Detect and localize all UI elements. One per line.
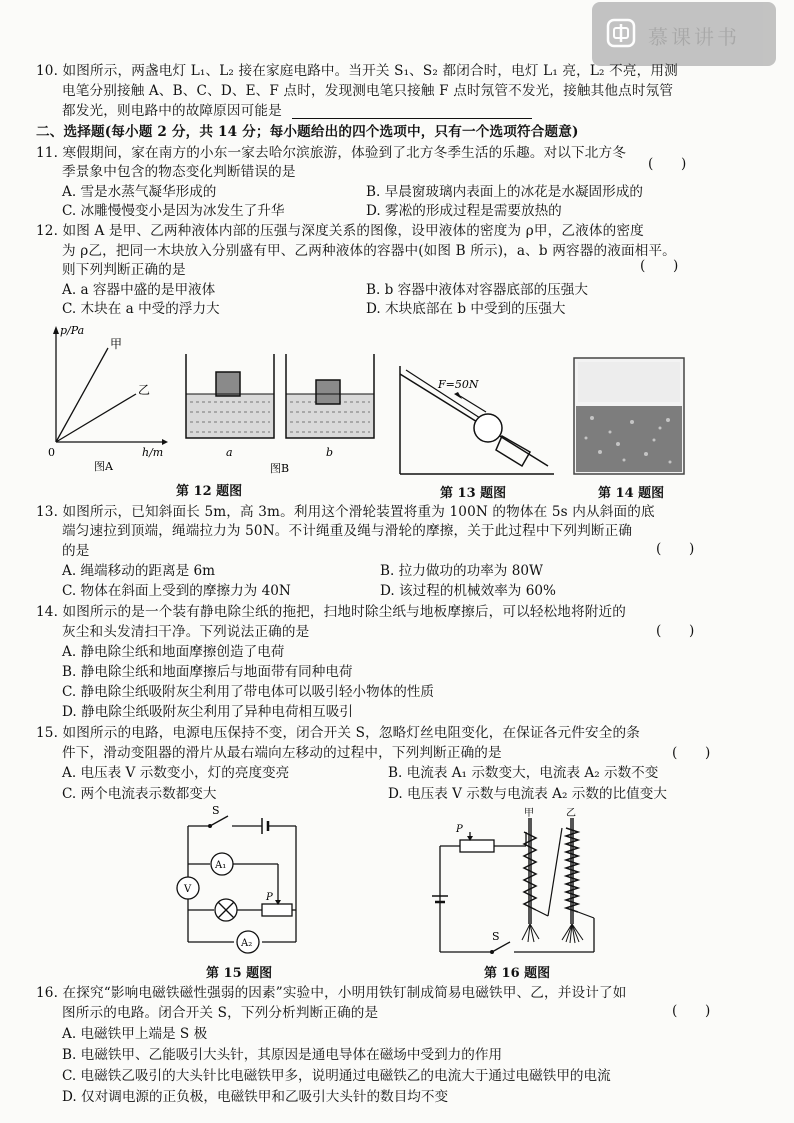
rheostat-16 [460,840,494,852]
q12-option-c[interactable]: C. 木块在 a 中受的浮力大 [62,301,220,317]
q11-line2: 季景象中包含的物态变化判断错误的是 [62,164,296,180]
q10-line2: 电笔分别接触 A、B、C、D、E、F 点时，发现测电笔只接触 F 点时氖管不发光，接触其他点时氖管 [62,83,674,99]
q11-bracket[interactable]: ( ) [648,156,687,172]
slider-label-16: P [456,824,463,835]
q13-option-c[interactable]: C. 物体在斜面上受到的摩擦力为 40N [62,583,291,599]
fig12-caption: 第 12 题图 [176,484,243,499]
q12-line3: 则下列判断正确的是 [62,262,186,278]
q12-option-a[interactable]: A. a 容器中盛的是甲液体 [62,282,216,298]
q15-option-b[interactable]: B. 电流表 A₁ 示数变大，电流表 A₂ 示数不变 [388,765,659,781]
q13-line2: 端匀速拉到顶端，绳端拉力为 50N。不计绳重及绳与滑轮的摩擦，关于此过程中下列判断正确 [62,523,633,539]
wood-block-a [216,372,240,396]
q14-option-a[interactable]: A. 静电除尘纸和地面摩擦创造了电荷 [62,644,285,660]
q14-line2: 灰尘和头发清扫干净。下列说法正确的是 [62,624,310,640]
ammeter-a1-label: A₁ [215,860,227,871]
q16-bracket[interactable]: ( ) [672,1003,711,1019]
wood-block-b [316,380,340,404]
q16-option-a[interactable]: A. 电磁铁甲上端是 S 极 [62,1026,208,1042]
fig15-caption: 第 15 题图 [206,966,273,981]
switch-s-16 [492,942,510,952]
line-yi [56,394,136,442]
label-yi: 乙 [566,808,576,819]
voltmeter-label: V [184,884,192,895]
fig16-caption: 第 16 题图 [484,966,551,981]
q11-option-a[interactable]: A. 雪是水蒸气凝华形成的 [62,184,217,200]
fig12b-containers [180,354,390,476]
origin-label: 0 [48,446,55,459]
fig16-electromagnets [430,806,620,962]
q15-option-c[interactable]: C. 两个电流表示数都变大 [62,786,217,802]
fig13-incline [398,366,558,478]
q14-option-d[interactable]: D. 静电除尘纸吸附灰尘利用了异种电荷相互吸引 [62,704,353,720]
q10-answer-blank[interactable] [292,118,532,119]
q16-option-c[interactable]: C. 电磁铁乙吸引的大头针比电磁铁甲多，说明通过电磁铁乙的电流大于通过电磁铁甲的电流 [62,1068,611,1084]
watermark-text: 慕课讲书 [648,25,740,49]
container-b-label: b [326,446,334,459]
q14-line1: 14. 如图所示的是一个装有静电除尘纸的拖把，扫地时除尘纸与地板摩擦后，可以轻松地将附近的 [36,604,627,620]
q16-option-b[interactable]: B. 电磁铁甲、乙能吸引大头针，其原因是通电导体在磁场中受到力的作用 [62,1047,503,1063]
container-a-label: a [226,446,233,459]
fig-a-label: 图A [94,460,113,472]
q15-option-a[interactable]: A. 电压表 V 示数变小，灯的亮度变亮 [62,765,290,781]
rheostat [262,904,292,916]
q12-line1: 12. 如图 A 是甲、乙两种液体内部的压强与深度关系的图像，设甲液体的密度为 ρ甲，乙液体的密度 [36,223,644,239]
q12-bracket[interactable]: ( ) [640,258,679,274]
q13-line1: 13. 如图所示，已知斜面长 5m，高 3m。利用这个滑轮装置将重为 100N 的物体在 5s 内从斜面的底 [36,504,655,520]
q16-line1: 16. 在探究“影响电磁铁磁性强弱的因素”实验中，小明用铁钉制成简易电磁铁甲、乙，并设计了如 [36,985,627,1001]
q12-option-b[interactable]: B. b 容器中液体对容器底部的压强大 [366,282,588,298]
q11-option-b[interactable]: B. 早晨窗玻璃内表面上的冰花是水凝固形成的 [366,184,643,200]
q10-line1: 10. 如图所示，两盏电灯 L₁、L₂ 接在家庭电路中。当开关 S₁、S₂ 都闭合时，电灯 L₁ 亮，L₂ 不亮，用测 [36,63,678,79]
q14-option-c[interactable]: C. 静电除尘纸吸附灰尘利用了带电体可以吸引轻小物体的性质 [62,684,434,700]
fig15-circuit [170,806,310,958]
slider-label: P [266,892,273,903]
q14-bracket[interactable]: ( ) [656,623,695,639]
q14-option-b[interactable]: B. 静电除尘纸和地面摩擦后与地面带有同种电荷 [62,664,353,680]
q16-option-d[interactable]: D. 仅对调电源的正负极，电磁铁甲和乙吸引大头针的数目均不变 [62,1089,449,1105]
q12-line2: 为 ρ乙，把同一木块放入分别盛有甲、乙两种液体的容器中(如图 B 所示)，a、b 两容器的液面相平。 [62,243,676,259]
fig14-caption: 第 14 题图 [598,486,665,501]
ammeter-a2-label: A₂ [241,938,253,949]
section2-title: 二、选择题(每小题 2 分，共 14 分；每小题给出的四个选项中，只有一个选项符合题意) [36,124,579,140]
q13-line3: 的是 [62,543,90,559]
q11-option-c[interactable]: C. 冰雕慢慢变小是因为冰发生了升华 [62,203,285,219]
q11-option-d[interactable]: D. 雾凇的形成过程是需要放热的 [366,203,562,219]
label-jia: 甲 [524,808,534,819]
fig13-caption: 第 13 题图 [440,486,507,501]
logo-icon [606,18,636,48]
force-label: F=50N [438,378,479,391]
q13-option-b[interactable]: B. 拉力做功的功率为 80W [380,563,543,579]
q13-option-a[interactable]: A. 绳端移动的距离是 6m [62,563,216,579]
line-yi-label: 乙 [138,383,151,397]
container-a [186,354,274,459]
q13-bracket[interactable]: ( ) [656,541,695,557]
q13-option-d[interactable]: D. 该过程的机械效率为 60% [380,583,556,599]
pulley [474,414,502,442]
fig14-mop-photo [572,356,686,476]
q15-line1: 15. 如图所示的电路，电源电压保持不变，闭合开关 S，忽略灯丝电阻变化，在保证各元件安全的条 [36,725,640,741]
fig12a-graph [40,322,170,472]
q10-line3: 都发光，则电路中的故障原因可能是 [62,103,282,119]
q15-bracket[interactable]: ( ) [672,745,711,761]
x-axis-label: h/m [142,446,164,459]
q11-line1: 11. 寒假期间，家在南方的小东一家去哈尔滨旅游，体验到了北方冬季生活的乐趣。对以下北方冬 [36,145,627,161]
fig-b-label: 图B [270,462,290,475]
q12-option-d[interactable]: D. 木块底部在 b 中受到的压强大 [366,301,566,317]
switch-s [210,816,228,826]
y-axis-label: p/Pa [60,324,85,337]
switch-label: S [212,806,220,817]
q16-line2: 图所示的电路。闭合开关 S，下列分析判断正确的是 [62,1005,379,1021]
line-jia-label: 甲 [110,337,123,351]
q15-line2: 件下，滑动变阻器的滑片从最右端向左移动的过程中，下列判断正确的是 [62,745,502,761]
switch-label-16: S [492,930,500,943]
q15-option-d[interactable]: D. 电压表 V 示数与电流表 A₂ 示数的比值变大 [388,786,667,802]
line-jia [56,348,108,442]
container-b [286,354,374,459]
watermark-badge [592,2,776,66]
